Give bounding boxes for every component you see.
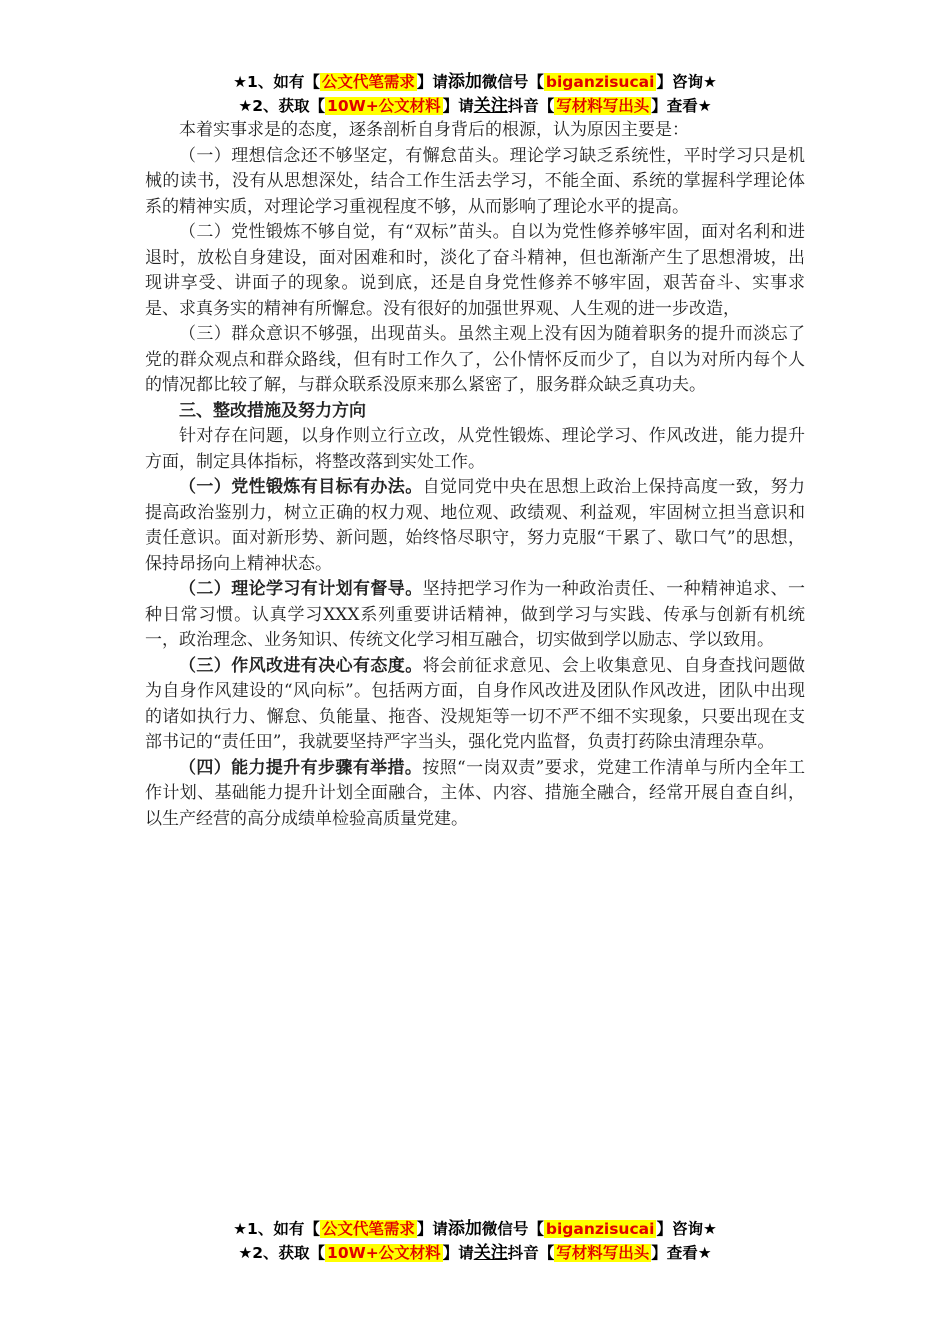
banner-text: ★2、获取【 (238, 1244, 326, 1262)
section-heading: 三、整改措施及努力方向 (179, 400, 366, 421)
banner-text: 】咨询★ (656, 73, 717, 91)
measure-3-text: 将会前征求意见、会上收集意见、自身查找问题做为自身作风建设的“风向标”。包括两方面，自身作风改进及团队作风改进，团队中出现的诸如执行力、懈怠、负能量、拖沓、没规矩等一切不严不细不实现象，只要出现在支部书记的“责任田”，我就要坚持严字当头，强化党内监督，负责打药除虫清理杂草。 (145, 655, 806, 752)
banner-text: ★2、获取【 (238, 97, 326, 115)
measure-1-text: 自觉同党中央在思想上政治上保持高度一致，努力提高政治鉴别力，树立正确的权力观、地位观、政绩观、利益观，牢固树立担当意识和责任意识。面对新形势、新问题，始终恪尽职守，努力克服“干累了、歇口气”的思想，保持昂扬向上精神状态。 (145, 477, 806, 574)
banner-text: 】查看★ (651, 1244, 712, 1262)
paragraph-cause-2: （二）党性锻炼不够自觉，有“双标”苗头。自以为党性修养够牢固，面对名利和进退时，放松自身建设，面对困难和时，淡化了奋斗精神，但也渐渐产生了思想滑坡，出现讲享受、讲面子的现象。说到底，还是自身党性修养不够牢固，艰苦奋斗、实事求是、求真务实的精神有所懈怠。没有很好的加强世界观、人生观的进一步改造， (145, 222, 805, 319)
paragraph-measure-3 (145, 654, 805, 756)
measure-3-title: （三）作风改进有决心有态度。 (179, 655, 423, 676)
banner-text: 抖音【 (507, 97, 555, 115)
highlight-service: 公文代笔需求 (321, 73, 415, 91)
banner-text: 抖音【 (507, 1244, 555, 1262)
paragraph-measure-4 (145, 756, 805, 833)
document-body (145, 118, 805, 832)
footer-line-2 (0, 1241, 950, 1265)
banner-line-1 (0, 70, 950, 94)
highlight-douyin: 写材料写出头 (556, 1244, 650, 1262)
banner-text: 】查看★ (651, 97, 712, 115)
banner-keyword: 关注 (473, 1243, 508, 1263)
paragraph-intro: 本着实事求是的态度，逐条剖析自身背后的根源，认为原因主要是： (179, 120, 689, 140)
banner-text: 】请 (416, 1220, 448, 1238)
banner-keyword: 关注 (473, 96, 508, 116)
paragraph-cause-3: （三）群众意识不够强，出现苗头。虽然主观上没有因为随着职务的提升而淡忘了党的群众观点和群众路线，但有时工作久了，公仆情怀反而少了，自以为对所内每个人的情况都比较了解，与群众联系没原来那么紧密了，服务群众缺乏真功夫。 (145, 324, 805, 395)
banner-text: 】请 (442, 1244, 474, 1262)
highlight-douyin: 写材料写出头 (556, 97, 650, 115)
highlight-wechat-id: biganzisucai (545, 1220, 655, 1238)
banner-text: 】咨询★ (656, 1220, 717, 1238)
highlight-service: 公文代笔需求 (321, 1220, 415, 1238)
banner-text: 微信号【 (481, 73, 544, 91)
banner-text: ★1、如有【 (233, 73, 320, 91)
measure-4-title: （四）能力提升有步骤有举措。 (179, 757, 423, 778)
highlight-materials: 10W+公文材料 (327, 1244, 441, 1262)
measure-4-text: 按照“一岗双责”要求，党建工作清单与所内全年工作计划、基础能力提升计划全面融合，主体、内容、措施全融合，经常开展自查自纠，以生产经营的高分成绩单检验高质量党建。 (145, 757, 805, 829)
measure-2-title: （二）理论学习有计划有督导。 (179, 579, 423, 599)
measure-2-text: 坚持把学习作为一种政治责任、一种精神追求、一种日常习惯。认真学习XXX系列重要讲话精神，做到学习与实践、传承与创新有机统一，政治理念、业务知识、传统文化学习相互融合，切实做到学以励志、学以致用。 (145, 579, 806, 650)
paragraph-measure-2 (145, 577, 805, 654)
banner-line-2 (0, 94, 950, 118)
banner-text: 】请 (416, 73, 448, 91)
paragraph-measures-intro: 针对存在问题，以身作则立行立改，从党性锻炼、理论学习、作风改进，能力提升方面，制定具体指标，将整改落到实处工作。 (145, 426, 805, 472)
banner-keyword: 添加 (447, 72, 482, 92)
paragraph-measure-1 (145, 475, 805, 577)
footer-line-1 (0, 1217, 950, 1241)
measure-1-title: （一）党性锻炼有目标有办法。 (179, 477, 423, 497)
footer-banner (0, 1217, 950, 1265)
header-banner (0, 70, 950, 118)
banner-text: 】请 (442, 97, 474, 115)
banner-text: ★1、如有【 (233, 1220, 320, 1238)
banner-text: 微信号【 (481, 1220, 544, 1238)
highlight-wechat-id: biganzisucai (545, 73, 655, 91)
highlight-materials: 10W+公文材料 (327, 97, 441, 115)
banner-keyword: 添加 (447, 1219, 482, 1239)
paragraph-cause-1: （一）理想信念还不够坚定，有懈怠苗头。理论学习缺乏系统性，平时学习只是机械的读书，没有从思想深处，结合工作生活去学习，不能全面、系统的掌握科学理论体系的精神实质，对理论学习重视程度不够，从而影响了理论水平的提高。 (145, 145, 805, 217)
